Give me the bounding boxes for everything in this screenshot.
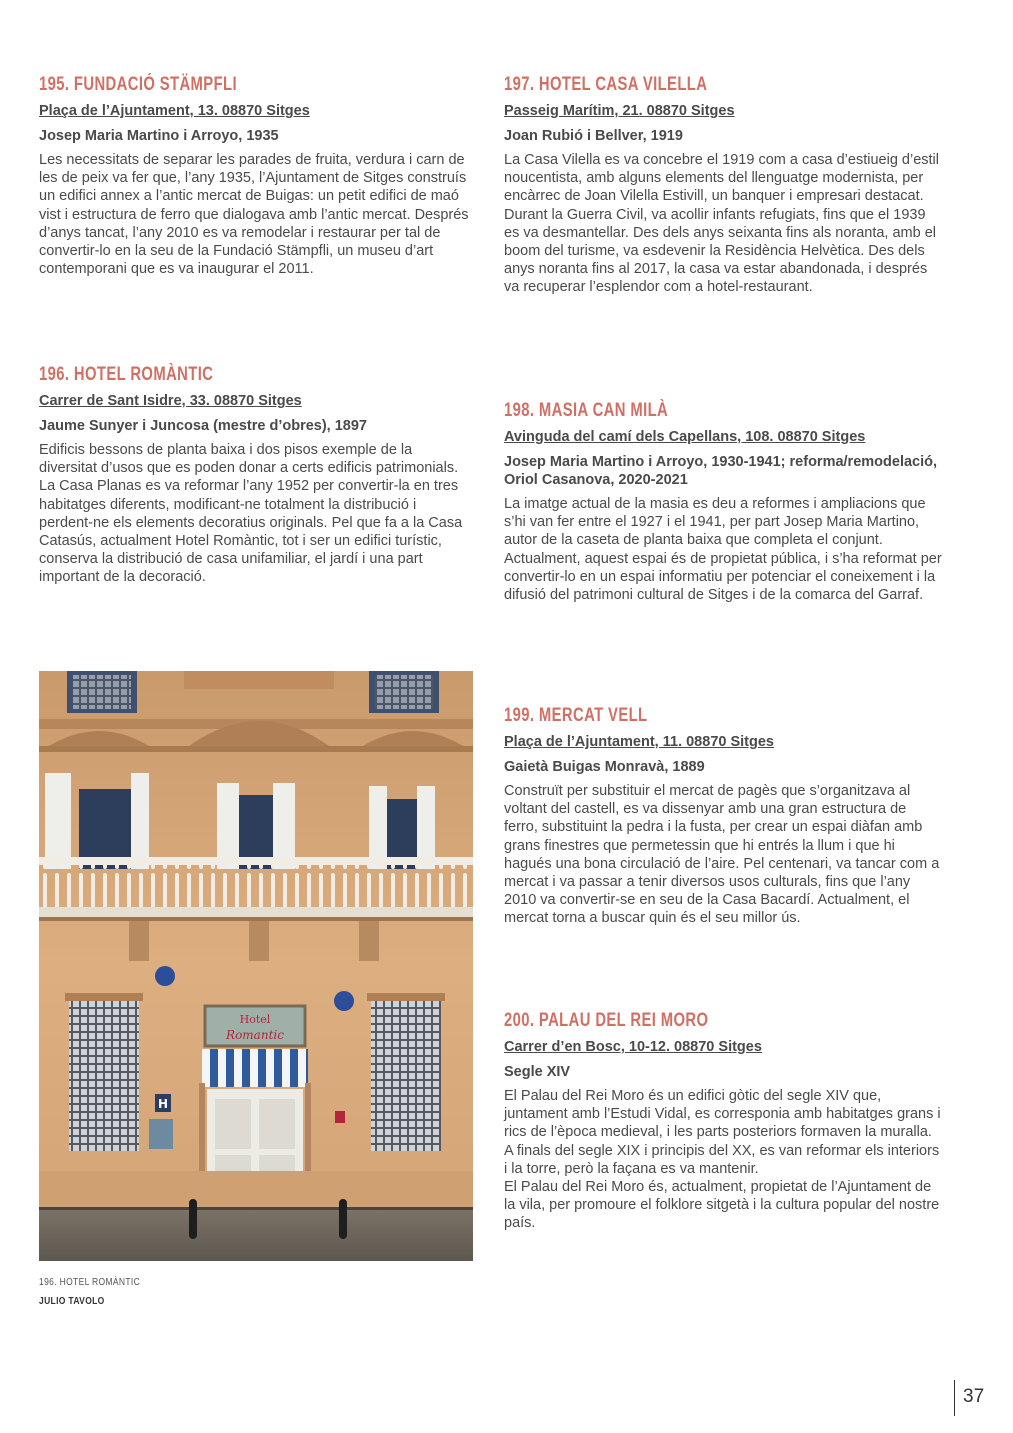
entry-title: 200. PALAU DEL REI MORO bbox=[504, 1010, 709, 1031]
page-number-rule bbox=[954, 1380, 955, 1416]
caption-label: 196. HOTEL ROMÀNTIC bbox=[39, 1277, 141, 1288]
entry-architect: Jaume Sunyer i Juncosa (mestre d’obres), 1897 bbox=[39, 418, 367, 434]
entry-title: 196. HOTEL ROMÀNTIC bbox=[39, 364, 214, 385]
entry-architect: Josep Maria Martino i Arroyo, 1935 bbox=[39, 128, 279, 144]
entry-architect: Joan Rubió i Bellver, 1919 bbox=[504, 128, 683, 144]
entry-199 bbox=[504, 705, 944, 928]
entry-body: El Palau del Rei Moro és un edifici gòtic del segle XIV que, juntament amb l’Estudi Vidal, es corresponia amb habitatges grans i rics de l’època medieval, i les parts posteriors formaven la muralla. A finals del segle XIX i principis del XX, es van reformar els interiors i la torre, però la façana es va mantenir. El Palau del Rei Moro és, actualment, propietat de l’Ajuntament de la vila, per promoure el folklore sitgetà i la cultura popular del nostre país. bbox=[504, 1088, 941, 1232]
sign-text-line2: Romantic bbox=[226, 1028, 284, 1042]
entry-body: La imatge actual de la masia es deu a reformes i ampliacions que s’hi van fer entre el 1927 i el 1941, per part Josep Maria Martino, autor de la caseta de planta baixa que completa el conjunt. Actualment, aquest espai és de propietat pública, i s’ha reformat per convertir-lo en un espai informatiu per potenciar el coneixement i la difusió del patrimoni cultural de Sitges i de la comarca del Garraf. bbox=[504, 496, 942, 604]
entry-body: Construït per substituir el mercat de pagès que s’organitzava al voltant del castell, es va dissenyar amb una gran estructura de ferro, substituint la pedra i la fusta, per crear un espai diàfan amb grans finestres que permetessin que hi entrés la llum i que hi hagués una bona circulació de l’aire. Pel centenari, va tancar com a mercat i va passar a tenir diversos usos culturals, fins que l’any 2010 va convertir-se en seu de la Casa Bacardí. Actualment, el mercat torna a buscar quin és el seu millor ús. bbox=[504, 783, 940, 927]
page-number: 37 bbox=[963, 1386, 985, 1407]
entry-200 bbox=[504, 1010, 944, 1233]
photo-caption bbox=[39, 1273, 158, 1311]
caption-credit: JULIO TAVOLO bbox=[39, 1296, 105, 1307]
entry-body: Les necessitats de separar les parades de fruita, verdura i carn de les de peix va fer que, l’any 1935, l’Ajuntament de Sitges construís un edifici annex a l’antic mercat de Buigas: un petit edifici de maó vist i estructura de ferro que dialogava amb l’antic mercat. Després d’anys tancat, l’any 2010 es va remodelar i restaurar per tal de convertir-lo en la seu de la Fundació Stämpfli, un museu d’art contemporani que es va inaugurar el 2011. bbox=[39, 152, 469, 278]
hotel-romantic-photo bbox=[39, 671, 473, 1261]
entry-architect: Gaietà Buigas Monravà, 1889 bbox=[504, 759, 705, 775]
entry-title: 198. MASIA CAN MILÀ bbox=[504, 400, 669, 421]
entry-address: Plaça de l’Ajuntament, 13. 08870 Sitges bbox=[39, 103, 310, 119]
entry-title: 195. FUNDACIÓ STÄMPFLI bbox=[39, 74, 237, 95]
entry-address: Carrer de Sant Isidre, 33. 08870 Sitges bbox=[39, 393, 302, 409]
entry-body: Edificis bessons de planta baixa i dos pisos exemple de la diversitat d’usos que es poden donar a certs edificis patrimonials. La Casa Planas es va reformar l’any 1952 per convertir-la en tres habitatges diferents, modificant-ne totalment la distribució i perdent-ne els elements decoratius originals. Pel que fa a la Casa Catasús, actualment Hotel Romàntic, tot i ser un edifici turístic, conserva la distribució de casa unifamiliar, el jardí i una part important de la decoració. bbox=[39, 442, 463, 586]
entry-198 bbox=[504, 400, 944, 604]
awning bbox=[202, 1049, 308, 1087]
entry-197 bbox=[504, 74, 944, 297]
hotel-h-plaque: H bbox=[157, 1097, 169, 1111]
entry-address: Passeig Marítim, 21. 08870 Sitges bbox=[504, 103, 735, 119]
entry-195 bbox=[39, 74, 474, 278]
entry-body: La Casa Vilella es va concebre el 1919 com a casa d’estiueig d’estil noucentista, amb alguns elements del llenguatge modernista, per encàrrec de Joan Vilella Estivill, un banquer i empresari destacat. Durant la Guerra Civil, va acollir infants refugiats, fins que el 1939 es va desmantellar. Des dels anys seixanta fins als noranta, amb el boom del turisme, va esdevenir la Residència Helvètica. Des dels anys noranta fins al 2017, la casa va estar abandonada, i després va recuperar l’esplendor com a hotel-restaurant. bbox=[504, 152, 939, 296]
sign-text-line1: Hotel bbox=[239, 1013, 271, 1026]
entry-address: Carrer d’en Bosc, 10-12. 08870 Sitges bbox=[504, 1039, 762, 1055]
entry-architect: Segle XIV bbox=[504, 1064, 571, 1080]
entry-address: Avinguda del camí dels Capellans, 108. 08870 Sitges bbox=[504, 429, 866, 445]
entry-address: Plaça de l’Ajuntament, 11. 08870 Sitges bbox=[504, 734, 774, 750]
entry-title: 199. MERCAT VELL bbox=[504, 705, 648, 726]
entry-196 bbox=[39, 364, 474, 587]
entry-title: 197. HOTEL CASA VILELLA bbox=[504, 74, 708, 95]
entry-architect: Josep Maria Martino i Arroyo, 1930-1941; reforma/remodelació, Oriol Casanova, 2020-2021 bbox=[504, 454, 938, 488]
